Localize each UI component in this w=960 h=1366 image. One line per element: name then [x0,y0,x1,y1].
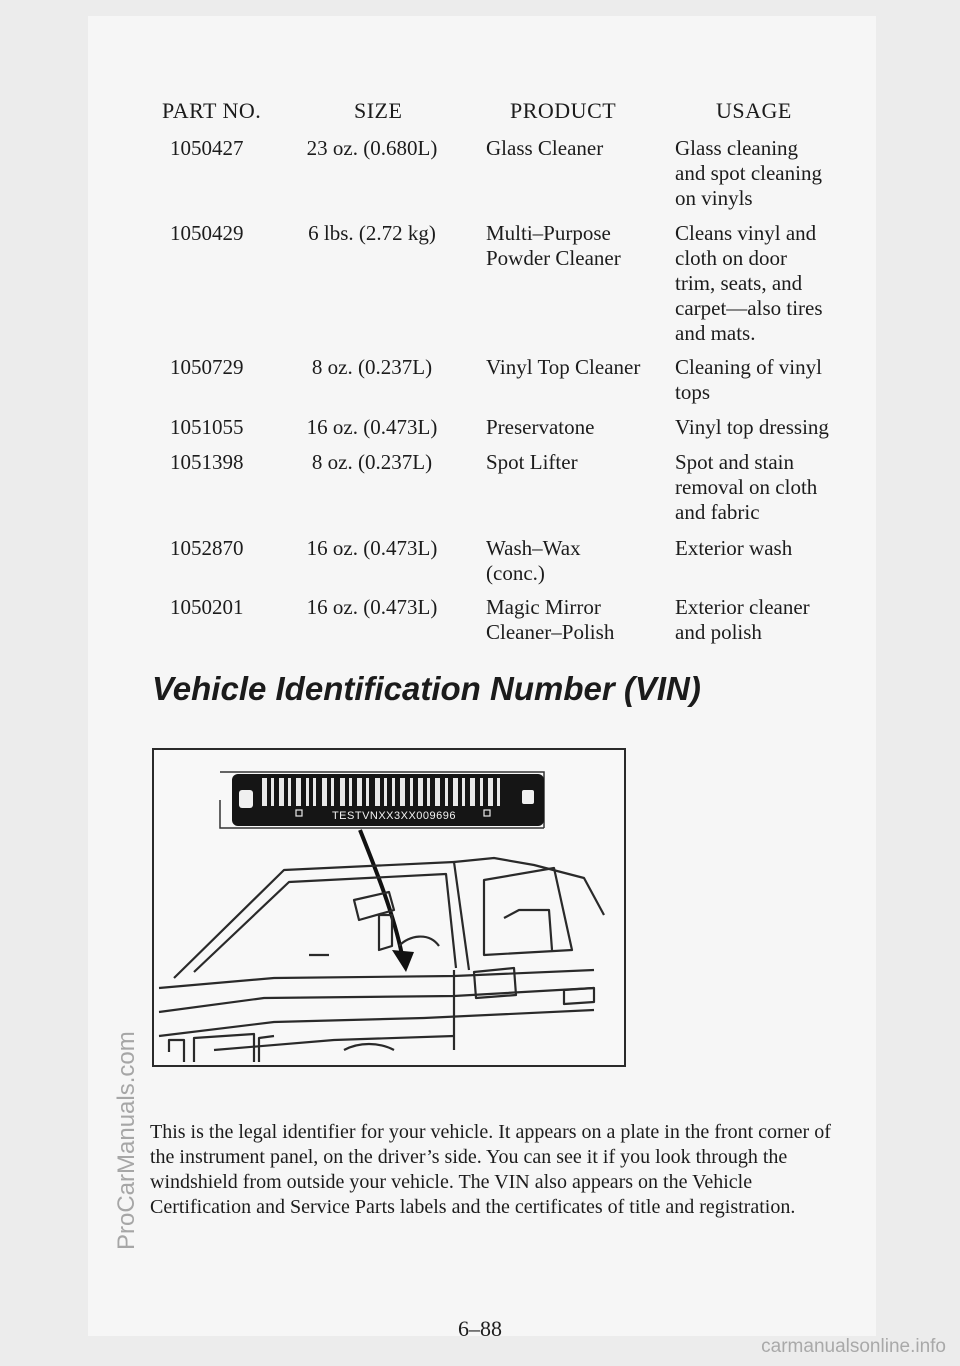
product-cell: Wash–Wax (conc.) [486,536,581,585]
part-number: 1052870 [170,536,244,560]
page-number: 6–88 [458,1316,502,1341]
product-cell: Vinyl Top Cleaner [486,355,641,379]
vin-location-illustration [152,748,626,1067]
usage-cell: Exterior cleaner and polish [675,595,810,644]
product-cell: Magic Mirror Cleaner–Polish [486,595,615,644]
size-cell: 8 oz. (0.237L) [311,450,433,474]
size-cell: 8 oz. (0.237L) [311,355,433,379]
part-number: 1051055 [170,415,244,439]
bottom-watermark: carmanualsonline.info [761,1336,946,1357]
side-watermark: ProCarManuals.com [113,1031,140,1250]
vin-description: This is the legal identifier for your vehicle. It appears on a plate in the front corner of the instrument panel, on the driver’s side. You can see it if you look through the windshield from outside your vehicle. The VIN also appears on the Vehicle Certification and Service Parts labels and the certificates of title and registration. [150,1121,831,1218]
product-cell: Preservatone [486,415,595,439]
header-part-no: PART NO. [162,98,262,123]
pointer-arrow [392,950,414,972]
usage-cell: Cleaning of vinyl tops [675,355,822,404]
part-number: 1050201 [170,595,244,619]
usage-cell: Vinyl top dressing [675,415,829,439]
part-number: 1050429 [170,221,244,245]
part-number: 1050427 [170,136,244,160]
size-cell: 16 oz. (0.473L) [306,595,438,619]
vin-plate-number: TESTVNXX3XX009696 [331,810,457,822]
size-cell: 6 lbs. (2.72 kg) [308,221,436,245]
header-product: PRODUCT [510,98,617,123]
size-cell: 23 oz. (0.680L) [306,136,438,160]
product-cell: Multi–Purpose Powder Cleaner [486,221,621,270]
product-cell: Spot Lifter [486,450,578,474]
part-number: 1051398 [170,450,244,474]
product-cell: Glass Cleaner [486,136,604,160]
size-cell: 16 oz. (0.473L) [306,536,438,560]
section-title: Vehicle Identification Number (VIN) [152,670,701,707]
size-cell: 16 oz. (0.473L) [306,415,438,439]
header-usage: USAGE [716,98,792,123]
usage-cell: Cleans vinyl and cloth on door trim, seats, and carpet—also tires and mats. [675,221,823,345]
part-number: 1050729 [170,355,244,379]
truck-windshield-drawing [154,750,624,1065]
usage-cell: Glass cleaning and spot cleaning on vinyls [675,136,822,210]
header-size: SIZE [354,98,403,123]
usage-cell: Spot and stain removal on cloth and fabric [675,450,818,524]
usage-cell: Exterior wash [675,536,793,560]
